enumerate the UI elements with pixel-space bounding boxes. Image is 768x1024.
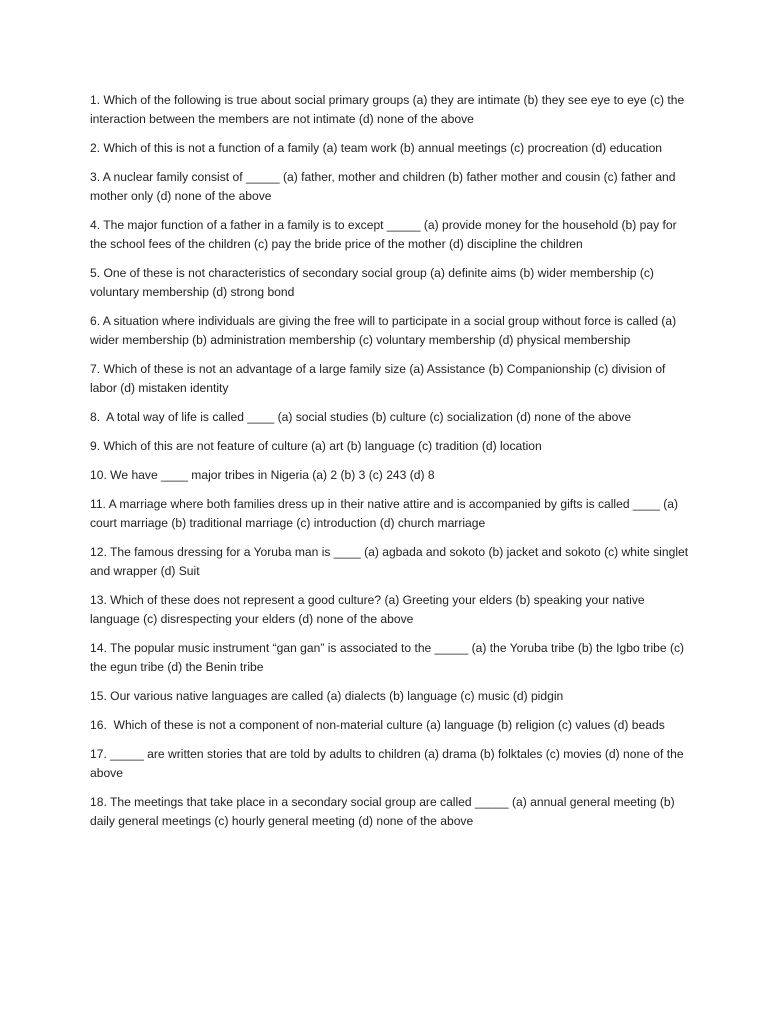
- question-13: 13. Which of these does not represent a good culture? (a) Greeting your elders (b) speaking your native language (c) disrespecting your elders (d) none of the above: [90, 593, 648, 626]
- question-3: 3. A nuclear family consist of _____ (a) father, mother and children (b) father mother and cousin (c) father and mother only (d) none of the above: [90, 170, 679, 203]
- question-18: 18. The meetings that take place in a secondary social group are called _____ (a) annual general meeting (b) daily general meetings (c) hourly general meeting (d) none of the above: [90, 795, 679, 828]
- question-11: 11. A marriage where both families dress up in their native attire and is accompanied by gifts is called ____ (a) court marriage (b) traditional marriage (c) introduction (d) church marriage: [90, 497, 682, 530]
- question-4: 4. The major function of a father in a family is to except _____ (a) provide money for the household (b) pay for the school fees of the children (c) pay the bride price of the mother (d) discipline the children: [90, 218, 681, 251]
- question-16: 16. Which of these is not a component of non-material culture (a) language (b) religion (c) values (d) beads: [90, 718, 665, 732]
- question-15: 15. Our various native languages are called (a) dialects (b) language (c) music (d) pidgin: [90, 689, 564, 703]
- question-1: 1. Which of the following is true about social primary groups (a) they are intimate (b) they see eye to eye (c) the interaction between the members are not intimate (d) none of the above: [90, 93, 688, 126]
- question-12: 12. The famous dressing for a Yoruba man is ____ (a) agbada and sokoto (b) jacket and sokoto (c) white singlet and wrapper (d) Suit: [90, 545, 692, 578]
- question-8: 8. A total way of life is called ____ (a) social studies (b) culture (c) socialization (d) none of the above: [90, 410, 632, 424]
- question-2: 2. Which of this is not a function of a family (a) team work (b) annual meetings (c) procreation (d) education: [90, 141, 663, 155]
- question-5: 5. One of these is not characteristics of secondary social group (a) definite aims (b) wider membership (c) voluntary membership (d) strong bond: [90, 266, 658, 299]
- question-14: 14. The popular music instrument “gan gan” is associated to the _____ (a) the Yoruba tribe (b) the Igbo tribe (c) the egun tribe (d) the Benin tribe: [90, 641, 688, 674]
- question-sheet: [90, 91, 690, 841]
- question-9: 9. Which of this are not feature of culture (a) art (b) language (c) tradition (d) location: [90, 439, 542, 453]
- question-6: 6. A situation where individuals are giving the free will to participate in a social group without force is called (a) wider membership (b) administration membership (c) voluntary membership (d) physical membership: [90, 314, 680, 347]
- question-10: 10. We have ____ major tribes in Nigeria (a) 2 (b) 3 (c) 243 (d) 8: [90, 468, 435, 482]
- question-7: 7. Which of these is not an advantage of a large family size (a) Assistance (b) Companionship (c) division of labor (d) mistaken identity: [90, 362, 669, 395]
- question-17: 17. _____ are written stories that are told by adults to children (a) drama (b) folktales (c) movies (d) none of the above: [90, 747, 687, 780]
